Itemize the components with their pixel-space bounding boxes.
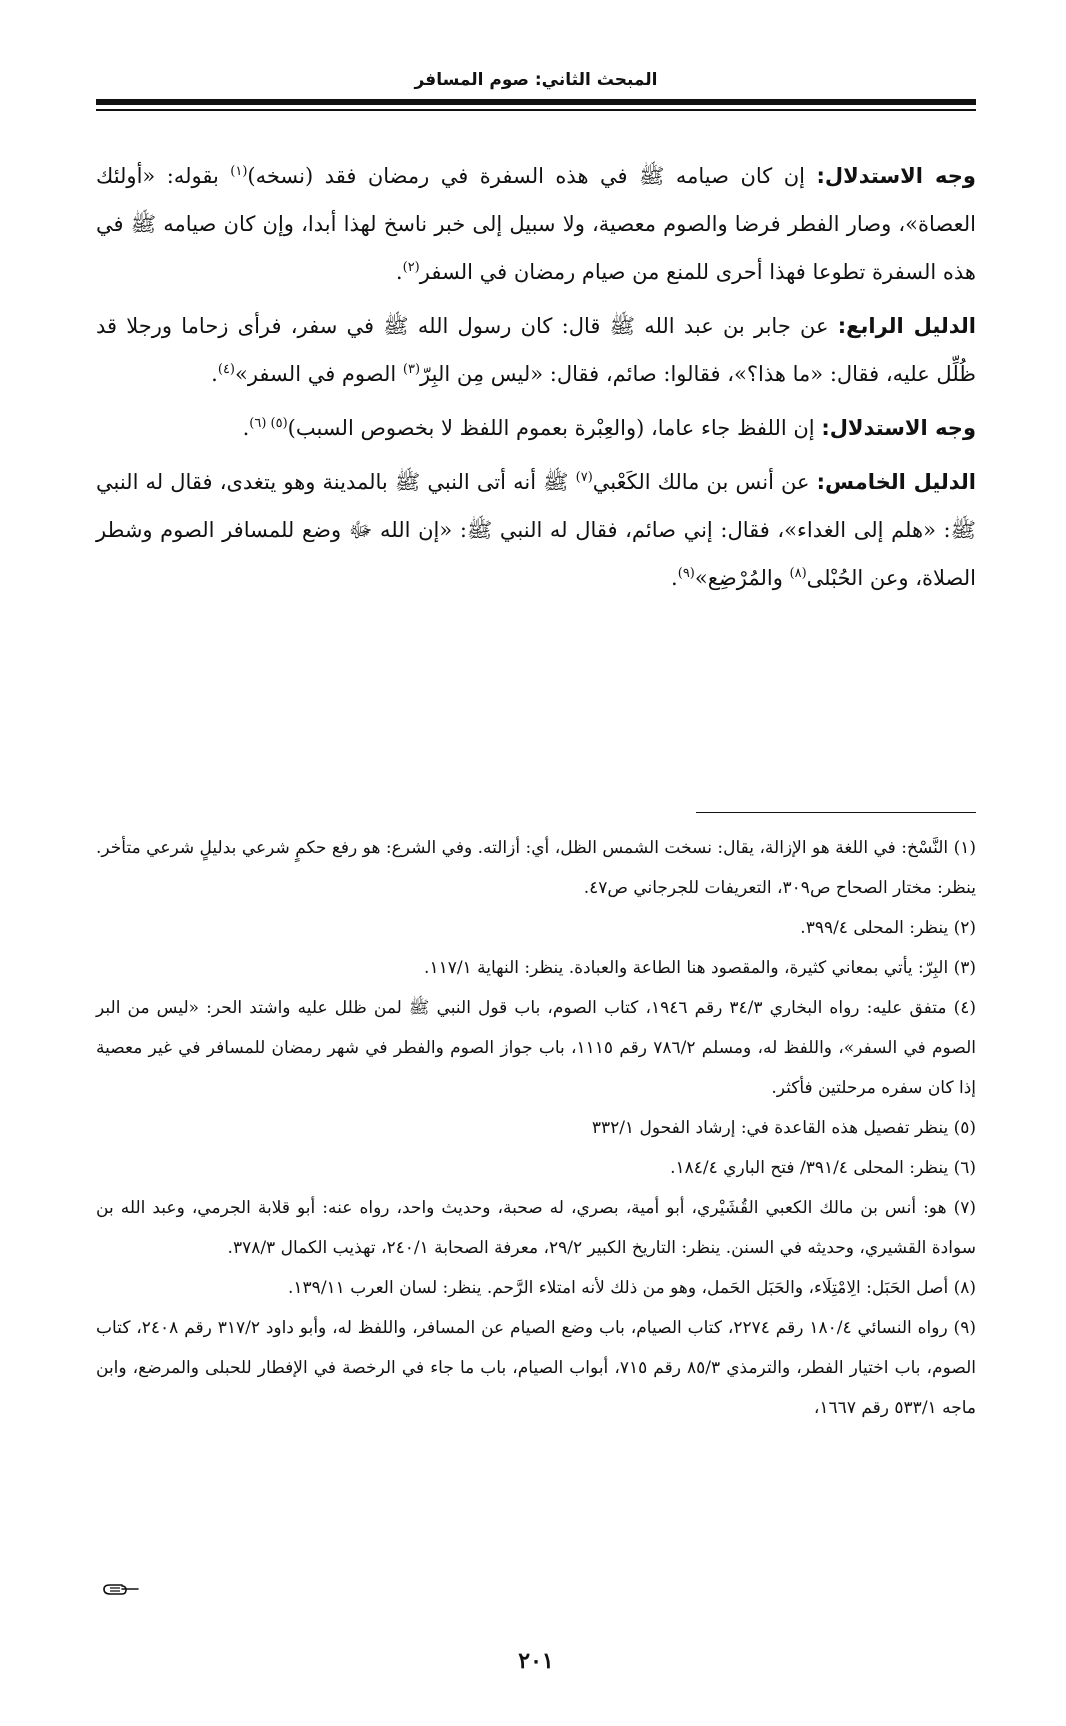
footnote-ref[interactable]: (٨) (789, 566, 807, 581)
footnote-ref[interactable]: (٢) (402, 260, 420, 275)
footnote: (٢) ينظر: المحلى ٣٩٩/٤. (800, 918, 976, 938)
paragraph-text: بقوله: «أولئك العصاة»، وصار الفطر فرضا والصوم معصية، ولا سبيل إلى خبر ناسخ لهذا أبدا، وإن كان صيامه ﷺ في هذه السفرة تطوعا فهذا أحرى للمنع من صيام رمضان في السفر (96, 164, 976, 284)
footnote: (٦) ينظر: المحلى ٣٩١/٤/ فتح الباري ١٨٤/٤. (670, 1158, 976, 1178)
paragraph-term: وجه الاستدلال: (821, 416, 976, 440)
paragraph-text: الصوم في السفر» (235, 362, 403, 386)
paragraph-text: إن اللفظ جاء عاما، (والعِبْرة بعموم اللفظ لا بخصوص السبب) (287, 416, 815, 440)
paragraph-term: الدليل الخامس: (816, 470, 976, 494)
footnote: (٥) ينظر تفصيل هذه القاعدة في: إرشاد الفحول ٣٣٢/١ (591, 1118, 976, 1138)
pointing-hand-icon (100, 1578, 140, 1600)
footnote: (٤) متفق عليه: رواه البخاري ٣٤/٣ رقم ١٩٤٦، كتاب الصوم، باب قول النبي ﷺ لمن ظلل عليه واشتد الحر: «ليس من البر الصوم في السفر»، واللفظ له، ومسلم ٧٨٦/٢ رقم ١١١٥، باب جواز الصوم والفطر في شهر رمضان للمسافر في غير معصية إذا كان سفره مرحلتين فأكثر. (96, 998, 976, 1098)
paragraph-text: عن أنس بن مالك الكَعْبي (592, 470, 810, 494)
paragraph-term: الدليل الرابع: (837, 314, 976, 338)
paragraph (96, 302, 976, 398)
page-number: ٢٠١ (518, 1648, 554, 1674)
paragraph-text: والمُرْضِع» (694, 566, 790, 590)
main-text (96, 152, 976, 608)
paragraph (96, 404, 976, 452)
paragraph-text: . (211, 362, 218, 386)
paragraph-text: إن كان صيامه ﷺ في هذه السفرة في رمضان فقد (نسخه) (247, 164, 805, 188)
footnote: (٣) البِرّ: يأتي بمعاني كثيرة، والمقصود هنا الطاعة والعبادة. ينظر: النهاية ١١٧/١. (424, 958, 976, 978)
paragraph (96, 458, 976, 602)
footnote-ref[interactable]: (٤) (217, 362, 235, 377)
footnote: (٧) هو: أنس بن مالك الكعبي القُشَيْري، أبو أمية، بصري، له صحبة، وحديث واحد، رواه عنه: أبو قلابة الجرمي، وعبد الله بن سوادة القشيري، وحديثه في السنن. ينظر: التاريخ الكبير ٢٩/٢، معرفة الصحابة ٢٤٠/١، تهذيب الكمال ٣٧٨/٣. (96, 1198, 976, 1258)
footnote: (١) النَّسْخ: في اللغة هو الإزالة، يقال: نسخت الشمس الظل، أي: أزالته. وفي الشرع: هو رفع حكمٍ شرعي بدليلٍ شرعي متأخر. ينظر: مختار الصحاح ص٣٠٩، التعريفات للجرجاني ص٤٧. (96, 838, 976, 898)
footnote: (٨) أصل الحَبَل: الِامْتِلَاء، والحَبَل الحَمل، وهو من ذلك لأنه امتلاء الرَّحم. ينظر: لسان العرب ١٣٩/١١. (288, 1278, 976, 1298)
header-rule (96, 99, 976, 105)
paragraph-text: عن جابر بن عبد الله ﷺ قال: كان رسول الله ﷺ في سفر، فرأى زحاما ورجلا قد ظُلِّل عليه، فقال: «ما هذا؟»، فقالوا: صائم، فقال: «ليس مِن البِرّ (96, 314, 976, 386)
paragraph-text: ﷺ أنه أتى النبي ﷺ بالمدينة وهو يتغدى، فقال له النبي ﷺ: «هلم إلى الغداء»، فقال: إني صائم، فقال له النبي ﷺ: «إن الله ﷻ وضع للمسافر الصوم وشطر الصلاة، وعن الحُبْلى (96, 470, 976, 590)
footnote-ref[interactable]: (٧) (575, 470, 593, 485)
footnote: (٩) رواه النسائي ١٨٠/٤ رقم ٢٢٧٤، كتاب الصيام، باب وضع الصيام عن المسافر، واللفظ له، وأبو داود ٣١٧/٢ رقم ٢٤٠٨، كتاب الصوم، باب اختيار الفطر، والترمذي ٨٥/٣ رقم ٧١٥، أبواب الصيام، باب ما جاء في الرخصة في الإفطار للحبلى والمرضع، وابن ماجه ٥٣٣/١ رقم ١٦٦٧، (96, 1318, 976, 1418)
paragraph-text: . (671, 566, 678, 590)
footnote-ref[interactable]: (٥) (٦) (249, 416, 288, 431)
running-header: المبحث الثاني: صوم المسافر (414, 70, 658, 90)
paragraph (96, 152, 976, 296)
footnote-ref[interactable]: (١) (230, 164, 248, 179)
paragraph-term: وجه الاستدلال: (816, 164, 976, 188)
paragraph-text: . (395, 260, 403, 284)
paragraph-text: . (242, 416, 250, 440)
header-rule-thin (96, 109, 976, 111)
footnotes (96, 828, 976, 1428)
footnote-ref[interactable]: (٩) (677, 566, 695, 581)
footnote-ref[interactable]: (٣) (402, 362, 421, 377)
footnote-separator (696, 812, 976, 813)
